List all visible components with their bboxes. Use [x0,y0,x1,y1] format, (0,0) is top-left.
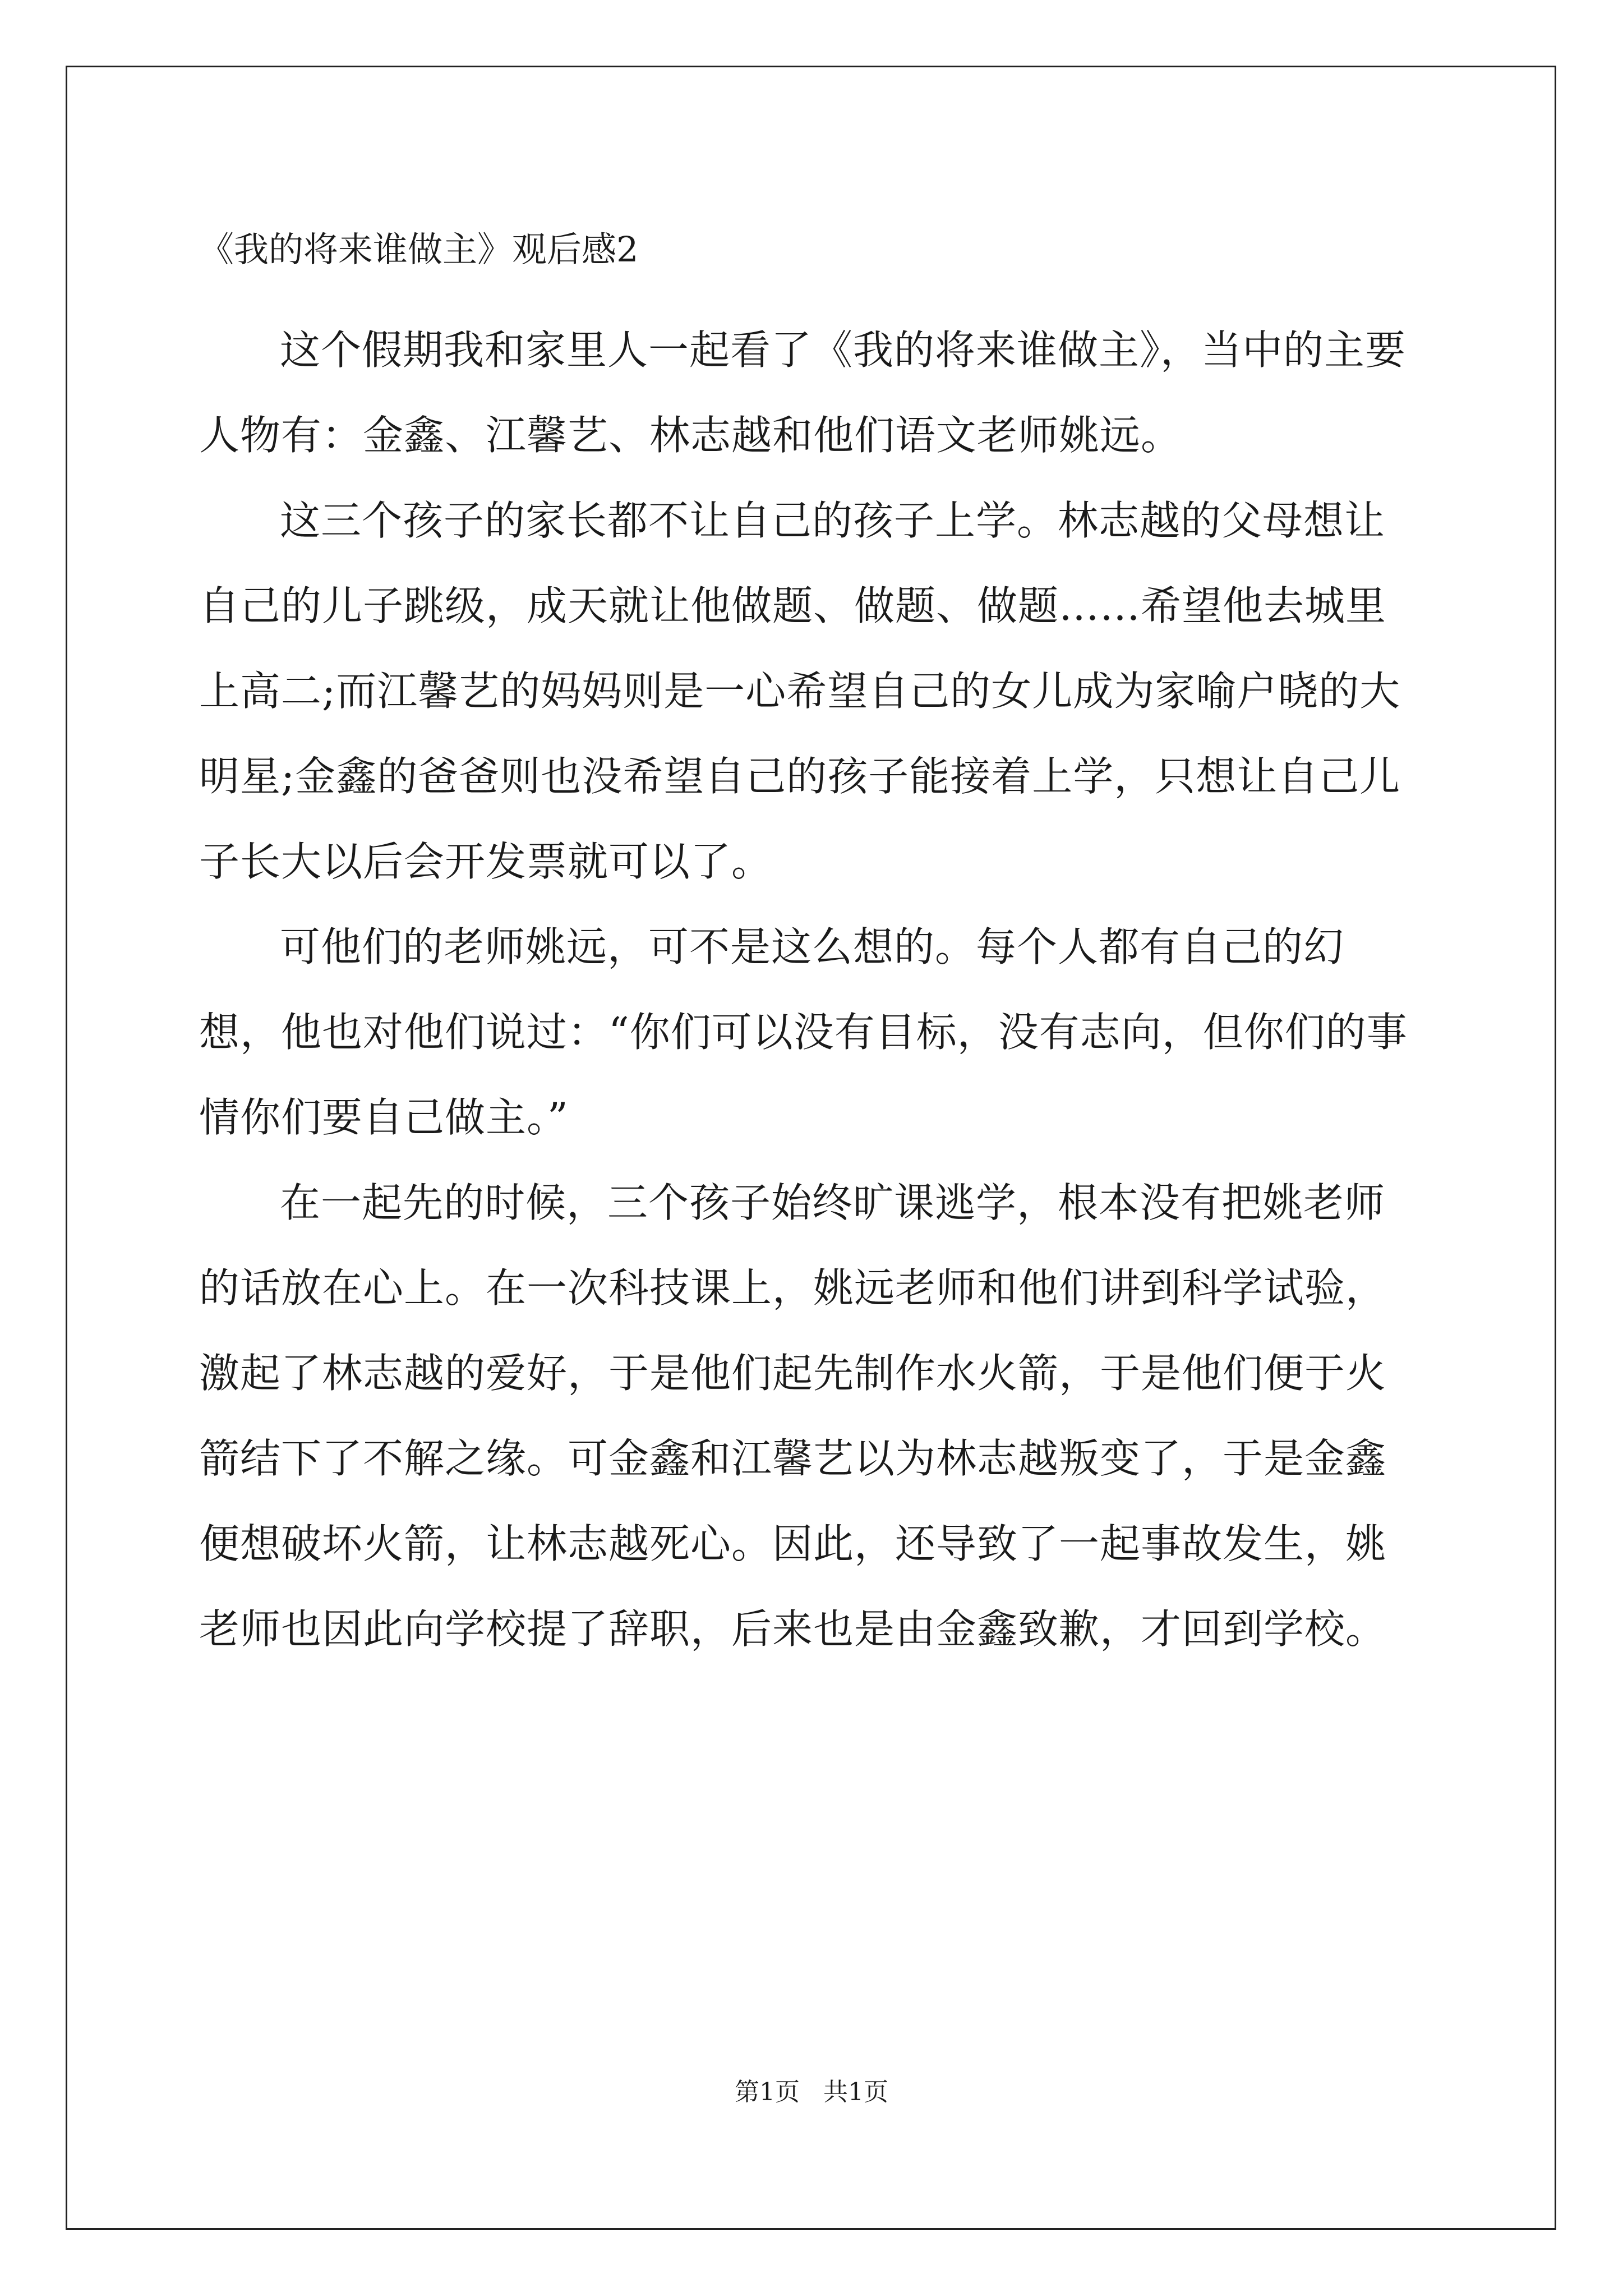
paragraph-1: 这个假期我和家里人一起看了《我的将来谁做主》，当中的主要人物有：金鑫、江馨艺、林志越和他们语文老师姚远。 [199,326,1407,459]
paragraph-3: 可他们的老师姚远，可不是这么想的。每个人都有自己的幻想，他也对他们说过：“你们可以没有目标，没有志向，但你们的事情你们要自己做主。” [199,923,1408,1141]
paragraph-4: 在一起先的时候，三个孩子始终旷课逃学，根本没有把姚老师的话放在心上。在一次科技课上，姚远老师和他们讲到科学试验，激起了林志越的爱好，于是他们起先制作水火箭，于是他们便于火箭结下了不解之缘。可金鑫和江馨艺以为林志越叛变了，于是金鑫便想破坏火箭，让林志越死心。因此，还导致了一起事故发生，姚老师也因此向学校提了辞职，后来也是由金鑫致歉，才回到学校。 [199,1179,1387,1653]
document-title: 《我的将来谁做主》观后感2 [199,229,639,270]
document-body [199,222,1424,1672]
page-number-footer: 第1页 共1页 [735,2078,888,2106]
paragraph-2: 这三个孩子的家长都不让自己的孩子上学。林志越的父母想让自己的儿子跳级，成天就让他做题、做题、做题……希望他去城里上高二;而江馨艺的妈妈则是一心希望自己的女儿成为家喻户晓的大明星;金鑫的爸爸则也没希望自己的孩子能接着上学，只想让自己儿子长大以后会开发票就可以了。 [199,497,1401,885]
